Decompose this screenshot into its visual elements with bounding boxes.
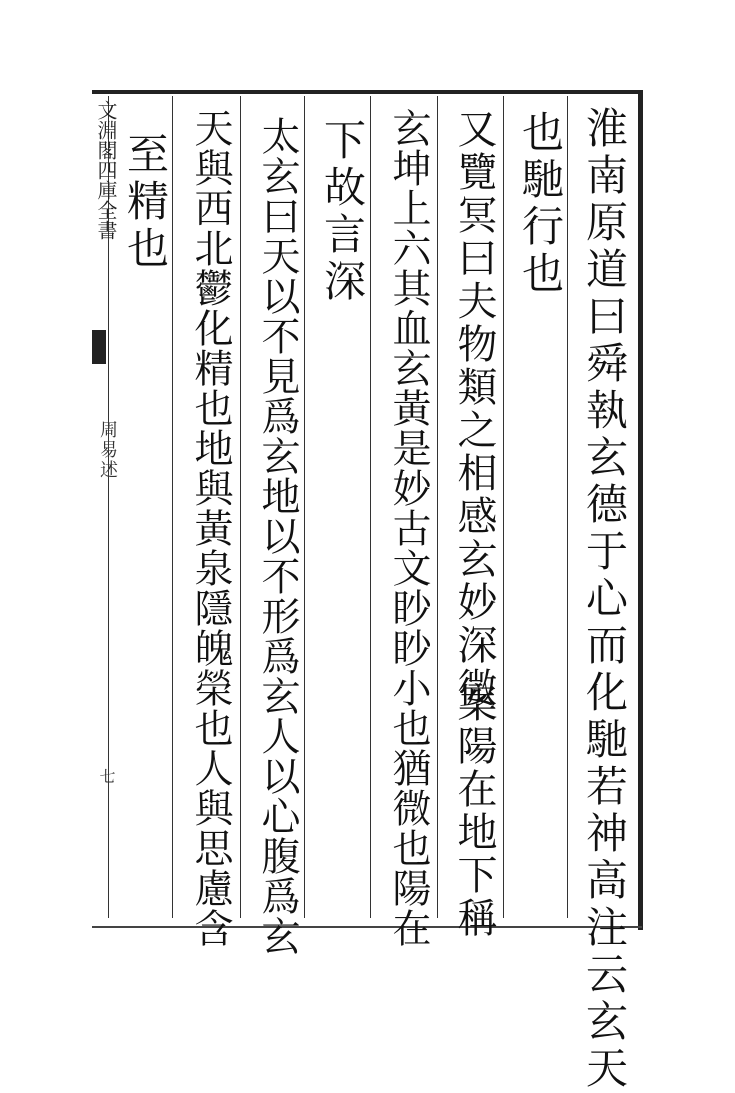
- page-top-border: [92, 90, 642, 94]
- margin-fishtail-mark: [92, 330, 106, 364]
- text-column-5: 下故言深: [318, 118, 367, 306]
- text-column-8: 至精也: [121, 132, 170, 273]
- text-column-2: 也馳行也: [516, 110, 565, 298]
- text-column-6: 太玄曰天以不見爲玄地以不形爲玄人以心腹爲玄: [255, 116, 300, 956]
- text-column-3b: 案陽在地下稱: [451, 682, 497, 940]
- margin-collection-title: 文淵閣四庫全書: [94, 100, 118, 240]
- column-rule: [240, 96, 241, 918]
- page-right-border: [638, 90, 643, 930]
- text-column-4: 玄坤上六其血玄黃是妙古文眇眇小也猶微也陽在: [386, 108, 431, 948]
- text-column-1: 淮南原道曰舜執玄德于心而化馳若神高注云玄天: [580, 106, 629, 1093]
- text-column-7: 天與西北鬱化精也地與黃泉隱魄榮也人與思慮含: [188, 108, 233, 948]
- margin-page-number: 七: [97, 768, 116, 784]
- page-bottom-border: [92, 926, 642, 928]
- text-column-3a: 又覽冥曰夫物類之相感玄妙深微: [451, 108, 497, 710]
- margin-book-title: 周易述: [97, 420, 118, 480]
